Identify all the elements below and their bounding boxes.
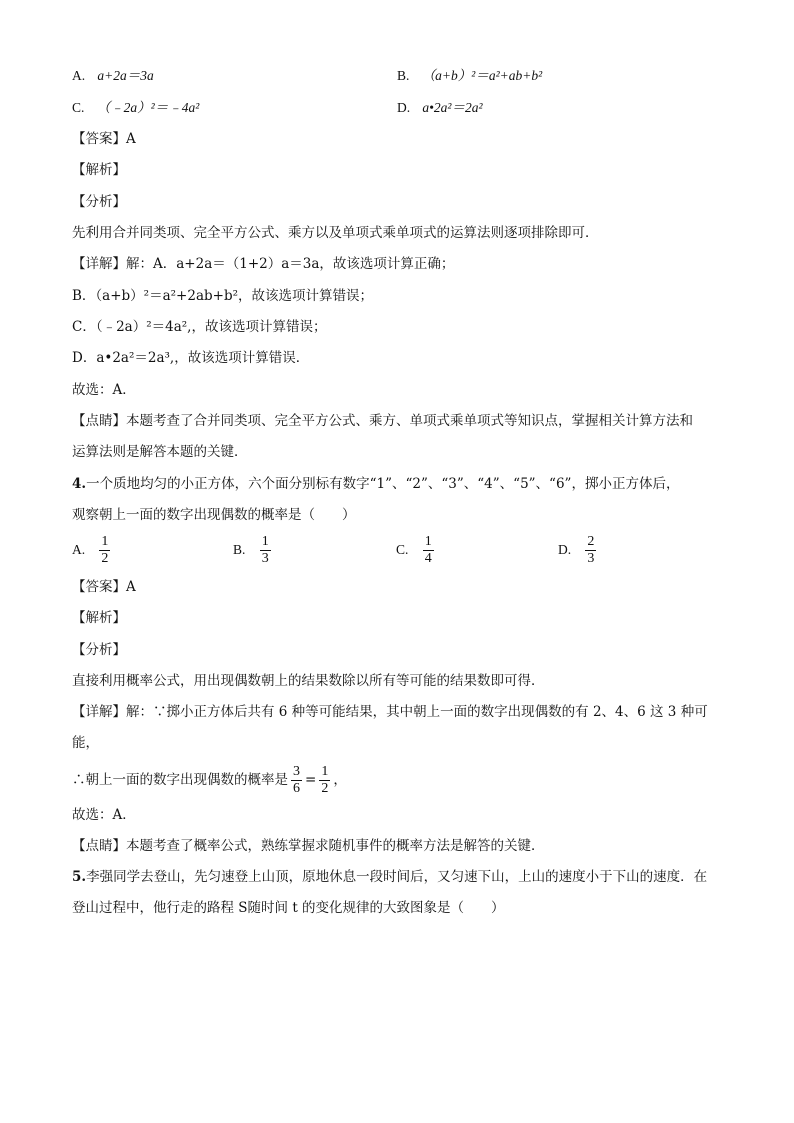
q4-stem-2: 观察朝上一面的数字出现偶数的概率是（ ） (72, 507, 356, 523)
numerator: 1 (321, 764, 329, 779)
option-label: C. (396, 542, 409, 557)
fraction (260, 534, 271, 567)
option-label: B. (233, 542, 246, 557)
detail-prefix: ∴朝上一面的数字出现偶数的概率是 (72, 772, 288, 788)
q3-comment-2: 运算法则是解答本题的关键． (72, 444, 248, 460)
detail-text: 解：∵掷小正方体后共有 6 种等可能结果，其中朝上一面的数字出现偶数的有 2、4、6 这 3 种可 (126, 704, 708, 720)
option-text: （a+b）²＝a²+ab+b² (421, 68, 543, 83)
numerator: 1 (261, 534, 269, 549)
answer-value: A (126, 131, 136, 147)
q3-choose: 故选：A． (72, 382, 136, 398)
fraction (291, 764, 302, 797)
question-number: 4. (72, 476, 87, 492)
q3-detail-c: C．（﹣2a）²＝4a²,，故该选项计算错误； (72, 319, 327, 335)
q4-choose: 故选：A． (72, 807, 136, 823)
comment-tag: 【点睛】 (72, 838, 126, 854)
option-text: a•2a²＝2a² (422, 100, 483, 115)
comment-tag: 【点睛】 (72, 413, 126, 429)
fraction (99, 534, 110, 567)
fraction (585, 534, 596, 567)
equals-sign: = (305, 772, 317, 788)
q4-stem (72, 474, 679, 494)
denominator: 3 (587, 551, 595, 566)
option-label: A. (72, 542, 86, 557)
question-text: 李强同学去登山，先匀速登上山顶，原地休息一段时间后，又匀速下山，上山的速度小于下山的速度．在 (86, 869, 708, 885)
comment-text: 本题考查了合并同类项、完全平方公式、乘方、单项式乘单项式等知识点，掌握相关计算方法和 (126, 413, 693, 429)
q3-jiexi: 【解析】 (72, 162, 126, 178)
denominator: 2 (101, 551, 109, 566)
q3-detail-d: D．a•2a²＝2a³,，故该选项计算错误． (72, 350, 310, 366)
option-label: C. (72, 100, 85, 115)
q3-option-d (397, 98, 483, 118)
denominator: 6 (293, 781, 300, 796)
question-number: 5. (72, 869, 87, 885)
q3-fenxi-text: 先利用合并同类项、完全平方公式、乘方以及单项式乘单项式的运算法则逐项排除即可． (72, 225, 599, 241)
detail-suffix: ， (333, 772, 347, 788)
q5-stem (72, 867, 707, 887)
option-label: D. (558, 542, 572, 557)
q4-fenxi: 【分析】 (72, 642, 126, 658)
q3-comment (72, 411, 693, 431)
option-label: B. (397, 68, 410, 83)
q4-answer (72, 577, 136, 597)
q3-option-c (72, 98, 199, 118)
q4-option-a (72, 532, 113, 568)
answer-value: A (126, 579, 136, 595)
q4-detail-3 (72, 762, 347, 798)
q4-comment (72, 836, 545, 856)
numerator: 3 (293, 764, 300, 779)
fraction (423, 534, 434, 567)
question-text: 一个质地均匀的小正方体，六个面分别标有数字“1”、“2”、“3”、“4”、“5”、“6”，掷小正方体后， (86, 476, 680, 492)
option-text: （﹣2a）²＝﹣4a² (96, 100, 200, 115)
comment-text: 本题考查了概率公式，熟练掌握求随机事件的概率方法是解答的关键． (126, 838, 545, 854)
detail-text: 解：A．a+2a＝（1+2）a＝3a，故该选项计算正确； (126, 256, 455, 272)
option-text: a+2a＝3a (97, 68, 154, 83)
detail-tag: 【详解】 (72, 256, 126, 272)
q3-answer (72, 129, 136, 149)
denominator: 4 (424, 551, 432, 566)
answer-tag: 【答案】 (72, 579, 126, 595)
fraction (319, 764, 330, 797)
q5-stem-2: 登山过程中，他行走的路程 S随时间 t 的变化规律的大致图象是（ ） (72, 900, 505, 916)
q3-detail-a (72, 254, 454, 274)
q3-detail-b: B．（a+b）²＝a²+2ab+b²，故该选项计算错误； (72, 288, 374, 304)
numerator: 2 (587, 534, 595, 549)
q4-option-b (233, 532, 274, 568)
q3-option-b (397, 66, 542, 86)
q4-option-d (558, 532, 599, 568)
option-label: D. (397, 100, 411, 115)
detail-tag: 【详解】 (72, 704, 126, 720)
numerator: 1 (424, 534, 432, 549)
q4-jiexi: 【解析】 (72, 610, 126, 626)
numerator: 1 (101, 534, 109, 549)
q3-option-a (72, 66, 154, 86)
denominator: 2 (321, 781, 329, 796)
option-label: A. (72, 68, 86, 83)
q4-detail-2: 能， (72, 735, 99, 751)
q3-fenxi: 【分析】 (72, 194, 126, 210)
q4-fenxi-text: 直接利用概率公式，用出现偶数朝上的结果数除以所有等可能的结果数即可得． (72, 673, 545, 689)
q4-option-c (396, 532, 437, 568)
answer-tag: 【答案】 (72, 131, 126, 147)
denominator: 3 (261, 551, 269, 566)
q4-detail-1 (72, 702, 708, 722)
